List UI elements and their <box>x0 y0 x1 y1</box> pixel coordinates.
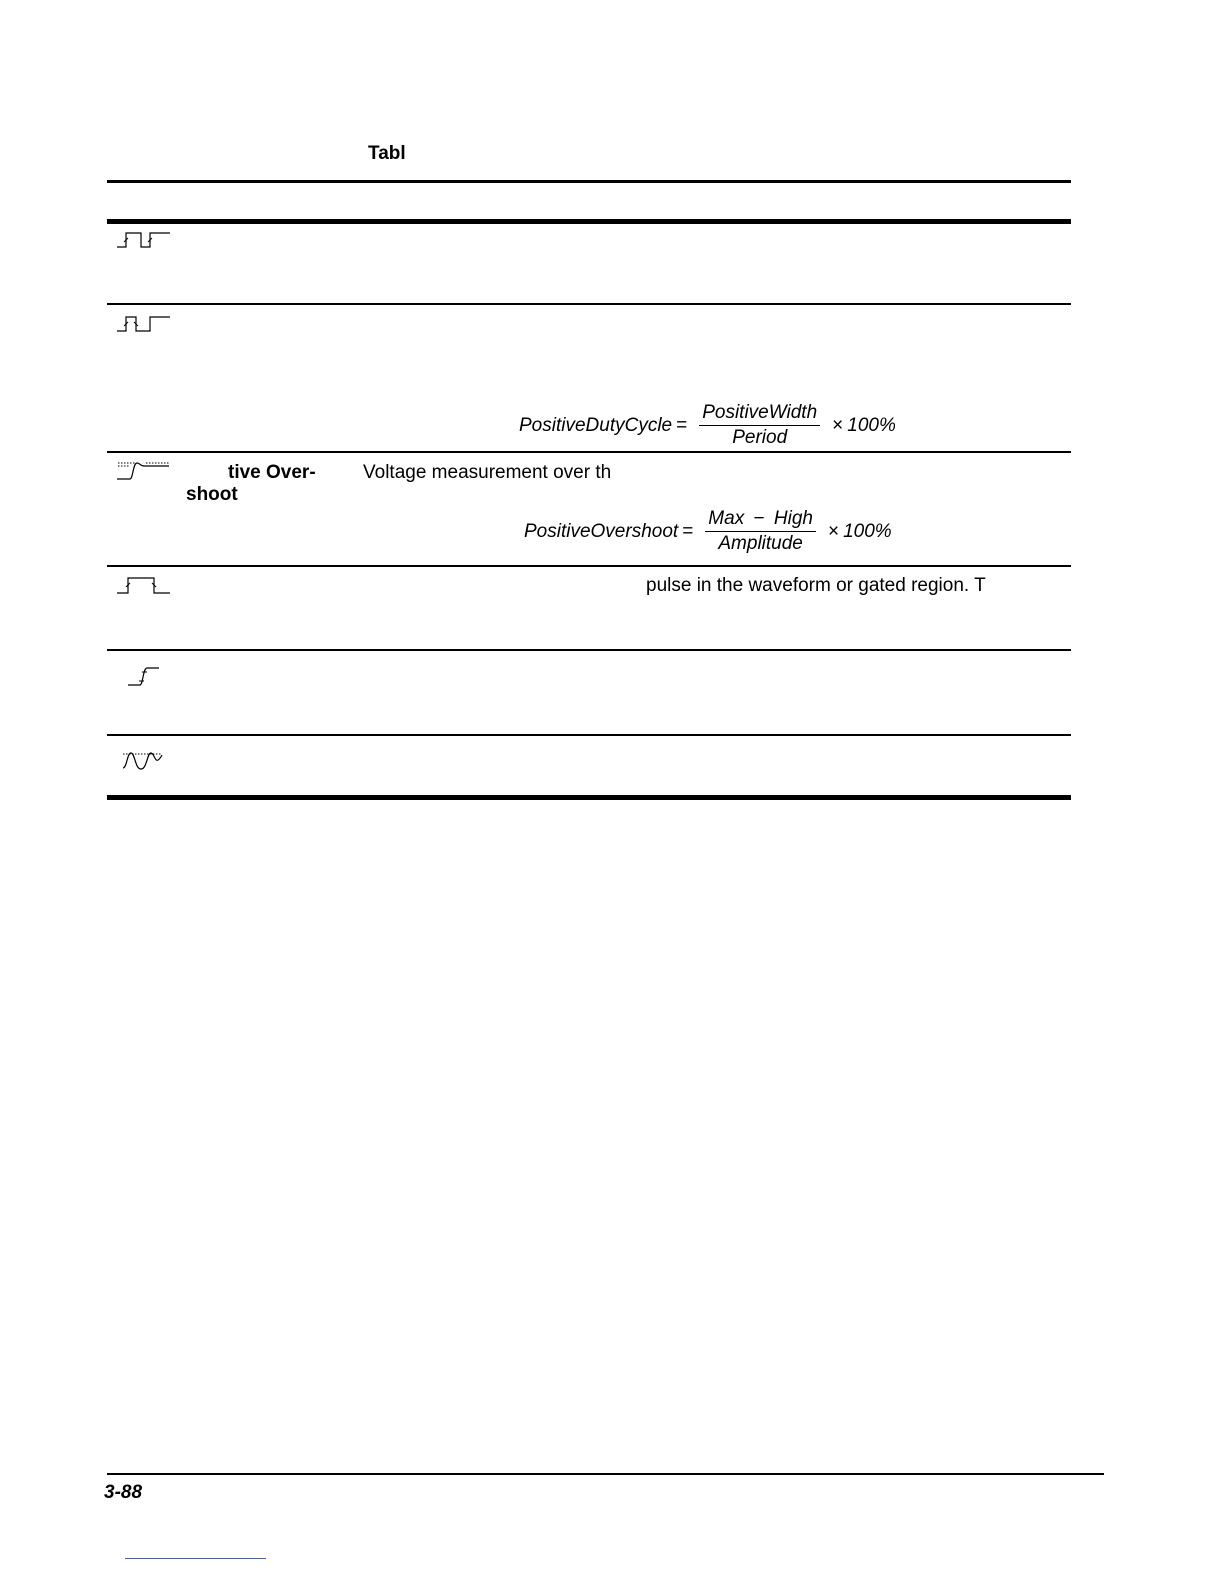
positive-overshoot-icon <box>116 459 172 483</box>
formula-factor: 100% <box>847 414 896 436</box>
row-divider <box>107 649 1071 651</box>
row-divider <box>107 734 1071 736</box>
positive-duty-cycle-icon <box>116 314 172 334</box>
positive-period-icon <box>116 230 172 250</box>
table-caption: Tabl <box>368 143 406 164</box>
formula-times: × <box>832 414 844 436</box>
page-number: 3-88 <box>104 1482 143 1503</box>
rms-icon <box>120 749 166 773</box>
positive-width-description: pulse in the waveform or gated region. T <box>646 575 986 596</box>
footer-rule <box>107 1473 1104 1475</box>
formula-numerator <box>705 508 816 532</box>
formula-fraction <box>699 402 820 449</box>
formula-denominator: Amplitude <box>718 533 803 554</box>
positive-overshoot-name <box>186 462 316 506</box>
formula-times: × <box>827 520 840 542</box>
table-top-rule <box>107 180 1071 183</box>
numerator-high: High <box>773 508 813 529</box>
formula-numerator: PositiveWidth <box>699 402 820 426</box>
positive-overshoot-description: Voltage measurement over th <box>363 462 612 483</box>
numerator-minus: − <box>753 508 765 529</box>
table-bottom-rule <box>107 795 1071 800</box>
positive-width-icon <box>116 574 172 596</box>
row-divider <box>107 451 1071 453</box>
link-underline <box>125 1558 266 1559</box>
positive-overshoot-formula <box>524 508 892 555</box>
numerator-max: Max <box>708 508 745 529</box>
formula-lhs: PositiveDutyCycle <box>519 414 673 436</box>
formula-fraction <box>705 508 816 555</box>
formula-denominator: Period <box>732 427 788 448</box>
formula-equals: = <box>682 520 694 542</box>
name-line-2: shoot <box>186 484 238 505</box>
name-line-1: tive Over- <box>228 462 316 483</box>
formula-lhs: PositiveOvershoot <box>524 520 679 542</box>
table-header-rule <box>107 219 1071 224</box>
rise-time-icon <box>126 664 162 688</box>
formula-equals: = <box>676 414 688 436</box>
row-divider <box>107 303 1071 305</box>
row-divider <box>107 565 1071 567</box>
positive-duty-cycle-formula <box>519 402 896 449</box>
formula-factor: 100% <box>843 520 892 542</box>
